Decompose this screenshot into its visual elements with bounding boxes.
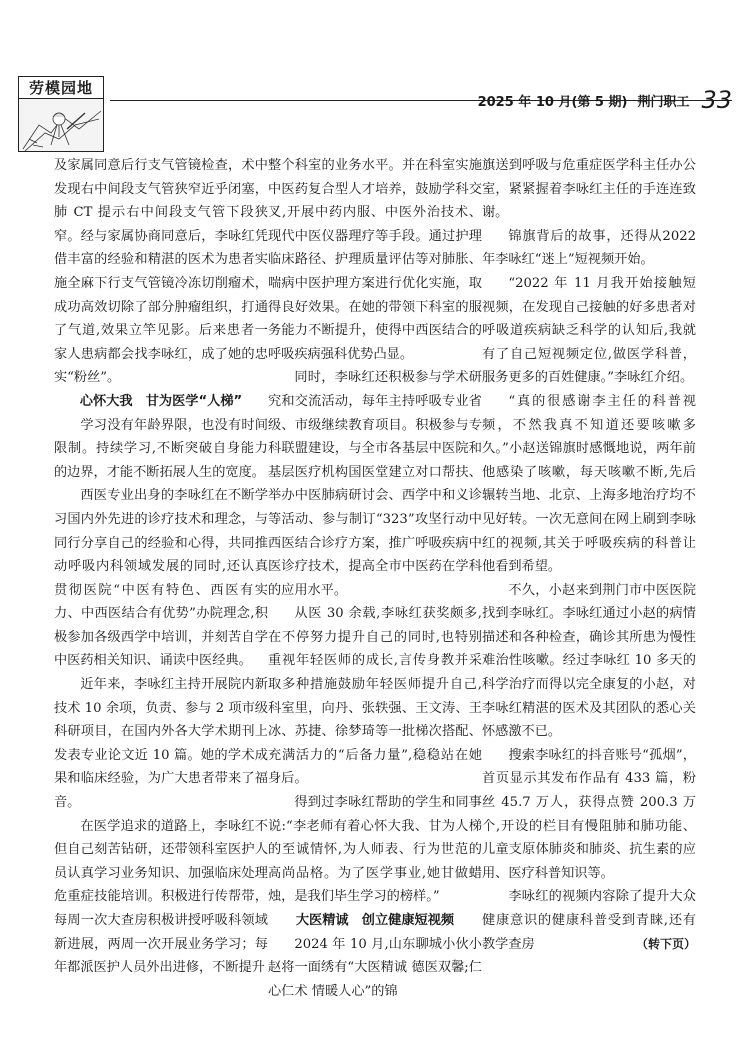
paragraph: 在医学追求的道路上，李咏红不但自己刻苦钻研，还带领科室医护人员认真学习业务知识、加强临床处理危重症技能培训。积极进行传帮带，每周一次大查房积极讲授呼吸科领域新进展，两周一次开展业务学习；每年都派医护人员外出进修，不断提升 [54,818,268,976]
paragraph: “2022 年 11 月我开始接触短视频，在发现自己接触的好多患者对呼吸道疾病缺乏科学的认知后,我就有了自己短视频定位,做医学科普，服务更多的百姓健康。”李咏红介绍。 [482,275,696,386]
paragraph: 旗送到呼吸与危重症医学科主任办公室，紧紧握着李咏红主任的手连连致谢。 [482,158,696,221]
paragraph: 得到过李咏红帮助的学生和同事说:“李老师有着心怀大我、甘为人梯的至诚情怀,为人师表、行为世范的高尚品格。为了医学事业,她甘做蜡烛，是我们毕生学习的榜样。” [268,795,482,905]
paragraph: 李咏红的视频内容除了提升大众健康意识的健康科普受到青睐,还有教学查房 （转下页） [482,885,696,956]
publication-name: 荆门职工 [637,95,690,110]
paragraph: 不久，小赵来到荆门市中医医院找到李咏红。李咏红通过小赵的病情描述和各种检查，确诊其所患为慢性难治性咳嗽。经过李咏红 10 多天的科学治疗而得以完全康复的小赵，对李咏红精湛的医术及其团队的悉心关怀感激不已。 [482,582,696,740]
column-badge [18,76,104,152]
paragraph: 西医专业出身的李咏红在不断学习国内外先进的诊疗技术和理念，与同行分享自己的经验和心得，共同推动呼吸内科领域发展的同时,还认真贯彻医院“中医有特色、西医有实力、中西医结合有优势”办院理念,积极参加各级西学中培训，并刻苦自学中医药相关知识、诵读中医经典。 [54,488,268,669]
paragraph: 搜索李咏红的抖音账号“孤烟”，首页显示其发布作品有 433 篇，粉丝 45.7 万人，获得点赞 200.3 万个,开设的栏目有慢阻肺和肺功能、儿童支原体肺炎和肺炎、抗生素的应用、医疗科普知识等。 [482,747,696,881]
page-header [18,70,732,152]
article-column-3 [482,154,696,956]
section-heading: 大医精诚 创立健康短视频 [295,913,455,928]
issue-date: 2025 年 10 月(第 5 期) [477,95,628,110]
paragraph: 2024 年 10 月,山东聊城小伙小赵将一面绣有“大医精诚 德医双馨;仁心仁术 情暖人心”的锦 [268,936,482,999]
paragraph: 锦旗背后的故事，还得从2022年李咏红“迷上”短视频开始。 [482,228,696,268]
section-heading: 心怀大我 甘为医学“人梯” [79,393,243,409]
paragraph: 整个科室的业务水平。并在科室实施中医药复合型人才培养，鼓励学科交叉,开展中药内服、中医外治技术、现代中医仪器理疗等手段。通过护理临床路径、护理质量评估等对肺胀、喘病中医护理方案进行优化实施，取得良好效果。在她的带领下科室的服务能力不断提升，使得中西医结合的呼吸疾病强科优势凸显。 [268,158,482,362]
paragraph: 同时，李咏红还积极参与学术研究和交流活动，每年主持呼吸专业省级、市级继续教育项目。积极参与专科联盟建设，与全市各基层中医院和基层医疗机构国医堂建立对口帮扶、举办中医肺病研讨会、西学中和义诊等活动、参与制订“323”攻坚行动中西医结合诊疗方案，推广呼吸疾病中医诊疗技术，提高全市中医药在学科的应用水平。 [268,370,482,598]
paragraph: 近年来，李咏红主持开展院内新技术 10 余项，负责、参与 2 项市级科研项目，在国内外各大学术期刊上发表专业论文近 10 篇。她的学术成果和临床经验，为广大患者带来了福音。 [54,677,268,811]
continued-note: （转下页） [635,936,696,951]
article-column-2 [268,154,482,1003]
paragraph: 及家属同意后行支气管镜检查，术中发现右中间段支气管狭窄近乎闭塞，肺 CT 提示右中间段支气管下段狭窄。经与家属协商同意后，李咏红凭借丰富的经验和精湛的医术为患者实施全麻下行支气管镜冷冻切削瘤术，成功高效切除了部分肿瘤组织，打通了气道,效果立竿见影。后来患者一家人患病都会找李咏红，成了她的忠实“粉丝”。 [54,158,268,386]
page-number: 33 [701,86,732,114]
paragraph: “真的很感谢李主任的科普视频，不然我真不知道还要咳嗽多久。”小赵送锦旗时感慨地说，两年前他感染了咳嗽，每天咳嗽不断,先后辗转当地、北京、上海多地治疗均不见好转。一次无意间在网上刷到李咏红的视频,其关于呼吸疾病的科普让他看到希望。 [482,393,696,575]
worker-illustration [19,99,104,152]
column-title: 劳模园地 [19,77,103,99]
paragraph: 学习没有年龄界限，也没有时间限制。持续学习,不断突破自身能力的边界，才能不断拓展人生的宽度。 [54,417,268,480]
issue-info [478,84,732,112]
article-column-1 [54,154,268,980]
paragraph: 从医 30 余载,李咏红获奖颇多,在不停努力提升自己的同时,也特别重视年轻医师的成长,言传身教并采取多种措施鼓励年轻医师提升自己,科室里，向丹、张轶强、王文涛、王冰、苏捷、徐梦琦等一批梯次搭配、充满活力的“后备力量”,稳稳站在她身后。 [268,606,482,787]
